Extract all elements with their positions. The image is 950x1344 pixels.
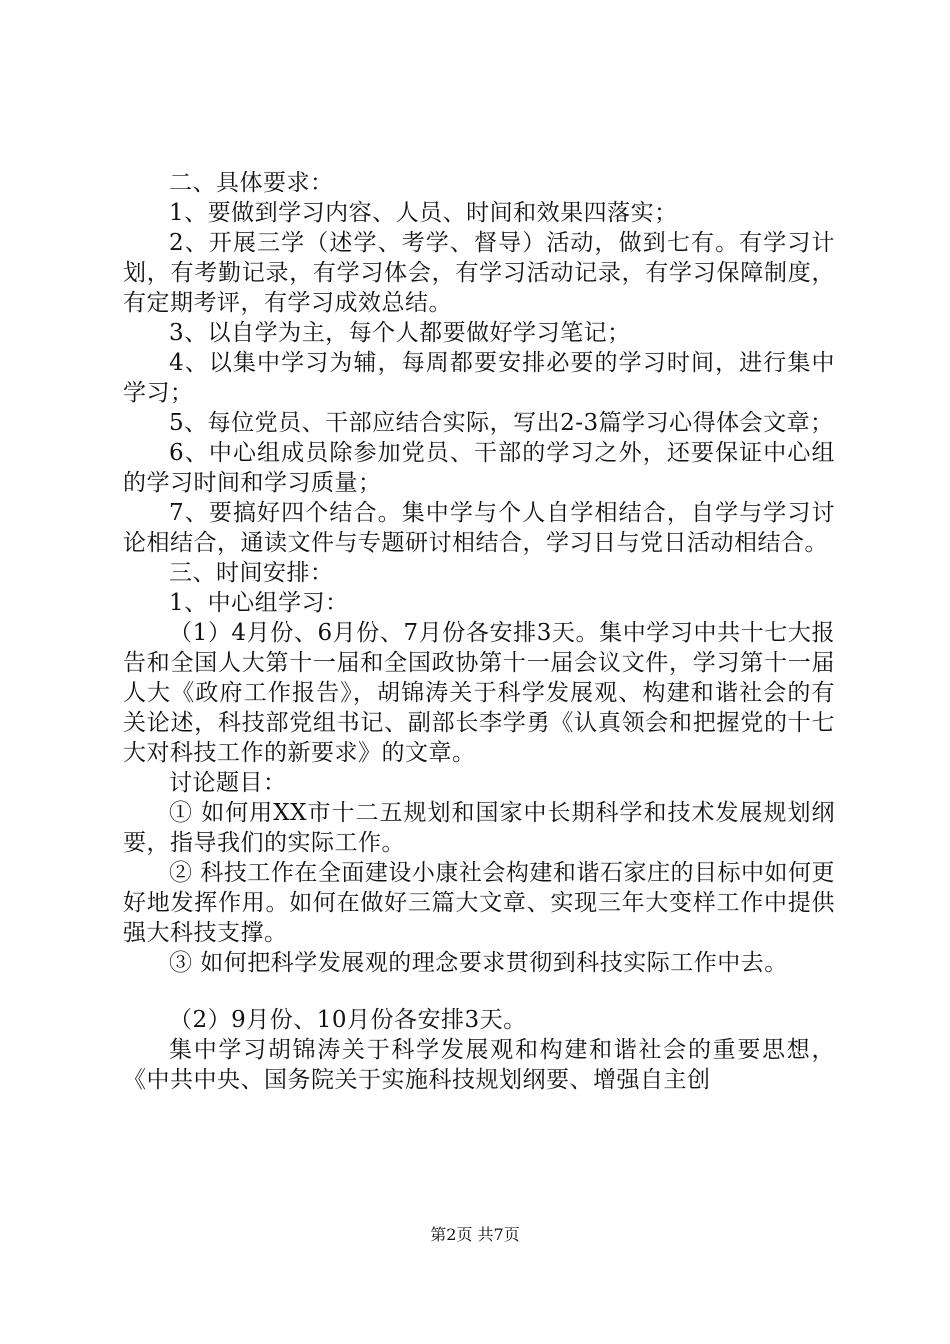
schedule-item-1: （1）4月份、6月份、7月份各安排3天。集中学习中共十七大报告和全国人大第十一届和全国政协第十一届会议文件，学习第十一届人大《政府工作报告》，胡锦涛关于科学发展观、构建和谐社会的有关论述，科技部党组书记、副部长李学勇《认真领会和把握党的十七大对科技工作的新要求》的文章。 xyxy=(123,620,835,766)
section-heading-schedule: 三、时间安排： xyxy=(169,560,334,586)
schedule-item-2: （2）9月份、10月份各安排3天。 xyxy=(169,1007,527,1033)
section-heading-requirements: 二、具体要求： xyxy=(169,170,334,196)
requirement-item-7: 7、要搞好四个结合。集中学与个人自学相结合，自学与学习讨论相结合，通读文件与专题研讨相结合，学习日与党日活动相结合。 xyxy=(123,500,835,556)
discussion-topic-2: ② 科技工作在全面建设小康社会构建和谐石家庄的目标中如何更好地发挥作用。如何在做好三篇大文章、实现三年大变样工作中提供强大科技支撑。 xyxy=(123,860,835,946)
paragraph-gap xyxy=(123,978,835,1005)
page-footer: 第2页 共7页 xyxy=(430,1225,520,1244)
requirement-item-4: 4、以集中学习为辅，每周都要安排必要的学习时间，进行集中学习； xyxy=(123,350,835,406)
discussion-topics-heading: 讨论题目： xyxy=(169,770,287,796)
schedule-item-2-detail: 集中学习胡锦涛关于科学发展观和构建和谐社会的重要思想，《中共中央、国务院关于实施科技规划纲要、增强自主创 xyxy=(123,1037,835,1093)
document-body xyxy=(123,168,835,1095)
requirement-item-5: 5、每位党员、干部应结合实际，写出2-3篇学习心得体会文章； xyxy=(169,410,834,436)
schedule-subheading-central-group: 1、中心组学习： xyxy=(169,590,349,616)
requirement-item-6: 6、中心组成员除参加党员、干部的学习之外，还要保证中心组的学习时间和学习质量； xyxy=(123,440,835,496)
discussion-topic-3: ③ 如何把科学发展观的理念要求贯彻到科技实际工作中去。 xyxy=(169,950,788,976)
requirement-item-1: 1、要做到学习内容、人员、时间和效果四落实； xyxy=(169,200,678,226)
requirement-item-2: 2、开展三学（述学、考学、督导）活动，做到七有。有学习计划，有考勤记录，有学习体会，有学习活动记录，有学习保障制度，有定期考评，有学习成效总结。 xyxy=(123,230,835,316)
discussion-topic-1: ① 如何用XX市十二五规划和国家中长期科学和技术发展规划纲要，指导我们的实际工作。 xyxy=(123,800,835,856)
requirement-item-3: 3、以自学为主，每个人都要做好学习笔记； xyxy=(169,320,631,346)
